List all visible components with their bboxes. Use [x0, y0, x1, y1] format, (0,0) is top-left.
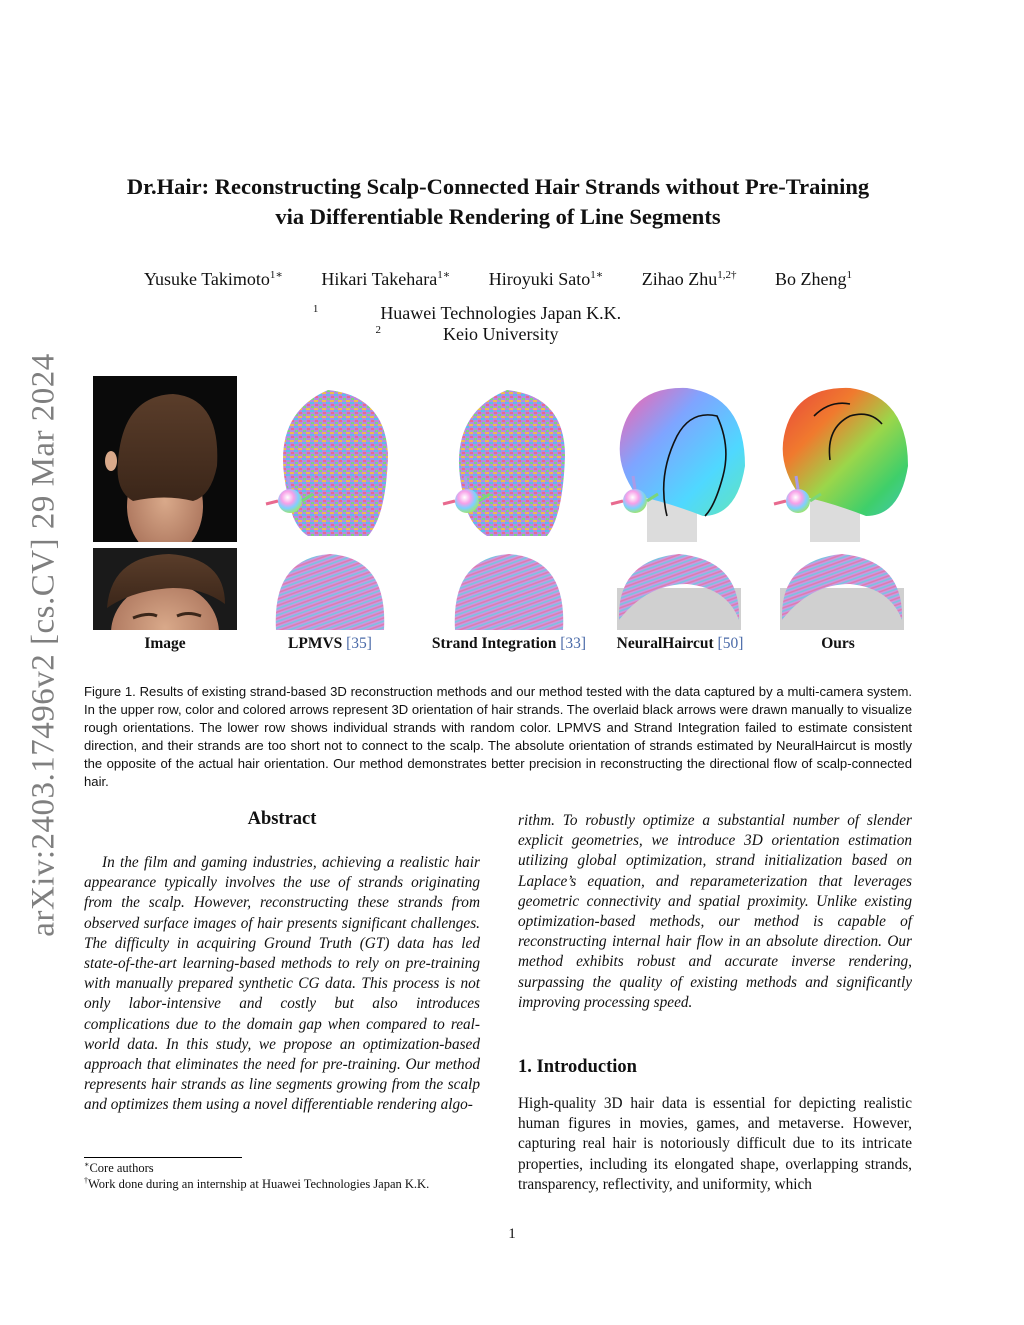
footnote: †Work done during an internship at Huawei Technologies Japan K.K. [84, 1176, 430, 1191]
figure-1-caption: Figure 1. Results of existing strand-based 3D reconstruction methods and our method tested with the data captured by a multi-camera system. In the upper row, color and colored arrows represent 3D orientation of hair strands. The overlaid black arrows were drawn manually to visualize rough orientations. The lower row shows individual strands with random color. LPMVS and Strand Integration failed to estimate consistent direction, and their strands are too short not to connect to the scalp. The absolute orientation of strands estimated by NeuralHaircut is mostly the opposite of the actual hair orientation. Our method demonstrates better precision in reconstructing the directional flow of scalp-connected hair. [84, 684, 912, 789]
strand-integration-strands-render [437, 548, 581, 630]
photo-front-of-head [93, 548, 237, 630]
lpmvs-strands-render [258, 548, 402, 630]
author: Zihao Zhu$^{1,2\dagger}$ [641, 269, 737, 289]
strand-integration-orientation-render [437, 376, 581, 542]
photo-back-of-head [93, 376, 237, 542]
figure-label-lpmvs: LPMVS [35] [288, 635, 372, 652]
ours-strands-render [770, 548, 914, 630]
author: Hiroyuki Sato$^{1∗}$ [488, 269, 604, 289]
figure-label-image: Image [144, 635, 186, 652]
paper-title [90, 172, 906, 232]
author: Bo Zheng$^1$ [774, 269, 852, 289]
figure-label-ours: Ours [821, 635, 855, 652]
author-list [90, 269, 906, 290]
footnote: ∗Core authors [84, 1160, 154, 1175]
lpmvs-orientation-render [258, 376, 402, 542]
title-line-2: via Differentiable Rendering of Line Segments [275, 204, 721, 229]
arxiv-stamp-text: arXiv:2403.17496v2 [cs.CV] 29 Mar 2024 [25, 353, 62, 937]
affiliation: $^2$ Keio University [375, 324, 559, 344]
page-number: 1 [508, 1226, 516, 1242]
author: Hikari Takehara$^{1∗}$ [321, 269, 451, 289]
title-line-1: Dr.Hair: Reconstructing Scalp-Connected Hair Strands without Pre-Training [126, 174, 870, 199]
affiliation-list [90, 303, 906, 345]
abstract-text-left: In the film and gaming industries, achieving a realistic hair appearance typically involves the use of strands originating from the scalp. However, reconstructing these strands from observed surface images of hair presents significant challenges. The difficulty in acquiring Ground Truth (GT) data has led state-of-the-art learning-based methods to rely on pre-training with manually prepared synthetic CG data. This process is not only labor-intensive and costly but also introduces complications due to the domain gap when compared to real-world data. In this study, we propose an optimization-based approach that eliminates the need for pre-training. Our method represents hair strands as line segments growing from the scalp and optimizes them using a novel differentiable rendering algo- [84, 854, 480, 1114]
author: Yusuke Takimoto$^{1∗}$ [144, 269, 283, 289]
introduction-text: High-quality 3D hair data is essential for depicting realistic human figures in movies, games, and metaverse. However, capturing real hair is notoriously difficult due to its intricate properties, including its elongated shape, overlapping strands, transparency, reflectivity, and uniformity, which [518, 1095, 912, 1193]
figure-label-strand-integration: Strand Integration [33] [431, 635, 587, 652]
arxiv-identifier-stamp [0, 0, 90, 1325]
abstract-heading: Abstract [247, 809, 317, 829]
figure-label-neuralhaircut: NeuralHaircut [50] [616, 635, 744, 652]
introduction-heading: 1. Introduction [518, 1057, 637, 1077]
ours-orientation-render [770, 376, 914, 542]
neuralhaircut-orientation-render [607, 376, 751, 542]
neuralhaircut-strands-render [607, 548, 751, 630]
affiliation: $^1$ Huawei Technologies Japan K.K. [312, 303, 622, 323]
abstract-text-right: rithm. To robustly optimize a substantial number of slender explicit geometries, we introduce 3D orientation estimation utilizing global optimization, strand initialization based on Laplace’s equation, and reparameterization that leverages geometric connectivity and spatial proximity. Unlike existing optimization-based methods, our method is capable of reconstructing internal hair flow in an absolute direction. Our method exhibits robust and accurate inverse rendering, surpassing the quality of existing methods and significantly improving processing speed. [518, 812, 912, 1011]
footnote-rule [84, 1157, 242, 1158]
